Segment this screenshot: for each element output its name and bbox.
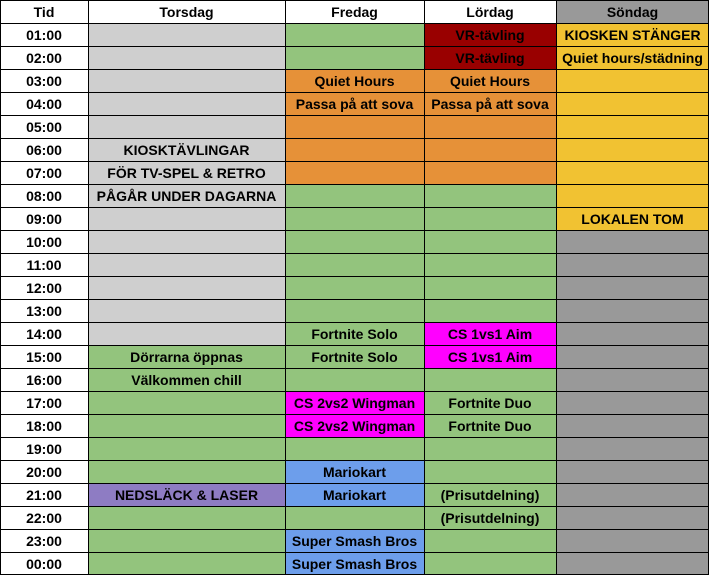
slot-lordag: [424, 138, 556, 161]
slot-sondag: [556, 23, 709, 46]
time-cell: [0, 92, 88, 115]
time-cell-text: 13:00: [26, 302, 62, 319]
time-cell: [0, 483, 88, 506]
slot-fredag: [285, 138, 424, 161]
row-divider: [0, 161, 709, 162]
slot-sondag: [556, 69, 709, 92]
time-cell: [0, 322, 88, 345]
slot-lordag: [424, 23, 556, 46]
row-divider: [0, 552, 709, 553]
slot-sondag: [556, 506, 709, 529]
row-divider: [0, 391, 709, 392]
time-cell: [0, 368, 88, 391]
slot-sondag: [556, 207, 709, 230]
slot-sondag-text: KIOSKEN STÄNGER: [564, 26, 701, 43]
row-divider: [0, 506, 709, 507]
slot-fredag: [285, 506, 424, 529]
slot-torsdag: [88, 115, 285, 138]
slot-torsdag-text: FÖR TV-SPEL & RETRO: [107, 164, 266, 181]
time-cell-text: 06:00: [26, 141, 62, 158]
row-divider: [0, 115, 709, 116]
time-cell: [0, 115, 88, 138]
header-day-lordag-text: Lördag: [466, 3, 514, 20]
column-divider: [88, 0, 89, 575]
slot-sondag: [556, 115, 709, 138]
slot-torsdag: [88, 368, 285, 391]
slot-torsdag: [88, 230, 285, 253]
row-divider: [0, 345, 709, 346]
time-cell: [0, 391, 88, 414]
slot-fredag: [285, 414, 424, 437]
time-cell: [0, 69, 88, 92]
slot-sondag: [556, 437, 709, 460]
slot-sondag: [556, 368, 709, 391]
header-day-fredag: [285, 0, 424, 23]
slot-lordag: [424, 253, 556, 276]
slot-sondag: [556, 391, 709, 414]
slot-fredag-text: Fortnite Solo: [311, 325, 398, 342]
slot-lordag: [424, 437, 556, 460]
header-time-label-text: Tid: [33, 3, 55, 20]
slot-sondag: [556, 552, 709, 575]
slot-torsdag: [88, 529, 285, 552]
time-cell-text: 10:00: [26, 233, 62, 250]
time-cell-text: 04:00: [26, 95, 62, 112]
row-divider: [0, 483, 709, 484]
slot-fredag: [285, 322, 424, 345]
slot-lordag: [424, 552, 556, 575]
time-cell: [0, 23, 88, 46]
slot-fredag: [285, 230, 424, 253]
time-cell: [0, 437, 88, 460]
slot-fredag: [285, 276, 424, 299]
time-cell-text: 07:00: [26, 164, 62, 181]
slot-lordag: [424, 184, 556, 207]
slot-torsdag-text: PÅGÅR UNDER DAGARNA: [96, 187, 277, 204]
slot-lordag: [424, 161, 556, 184]
slot-torsdag: [88, 46, 285, 69]
time-cell-text: 18:00: [26, 417, 62, 434]
slot-fredag: [285, 69, 424, 92]
slot-fredag: [285, 552, 424, 575]
slot-lordag-text: (Prisutdelning): [440, 509, 540, 526]
row-divider: [0, 414, 709, 415]
slot-sondag: [556, 414, 709, 437]
slot-fredag-text: Mariokart: [322, 486, 387, 503]
slot-torsdag-text: Välkommen chill: [131, 371, 242, 388]
slot-torsdag: [88, 69, 285, 92]
time-cell-text: 21:00: [26, 486, 62, 503]
row-divider: [0, 437, 709, 438]
slot-fredag-text: Super Smash Bros: [291, 555, 418, 572]
header-day-torsdag: [88, 0, 285, 23]
slot-lordag: [424, 345, 556, 368]
column-divider: [0, 0, 1, 575]
header-day-sondag: [556, 0, 709, 23]
slot-sondag: [556, 299, 709, 322]
slot-fredag: [285, 207, 424, 230]
slot-fredag: [285, 529, 424, 552]
slot-lordag: [424, 115, 556, 138]
row-divider: [0, 368, 709, 369]
slot-lordag-text: CS 1vs1 Aim: [447, 348, 533, 365]
row-divider: [0, 276, 709, 277]
column-divider: [556, 0, 557, 575]
slot-fredag: [285, 368, 424, 391]
time-cell-text: 09:00: [26, 210, 62, 227]
slot-fredag: [285, 92, 424, 115]
slot-lordag: [424, 368, 556, 391]
row-divider: [0, 92, 709, 93]
slot-torsdag: [88, 414, 285, 437]
slot-lordag: [424, 276, 556, 299]
time-cell-text: 12:00: [26, 279, 62, 296]
header-day-lordag: [424, 0, 556, 23]
time-cell-text: 22:00: [26, 509, 62, 526]
row-divider: [0, 529, 709, 530]
slot-fredag: [285, 46, 424, 69]
slot-lordag-text: (Prisutdelning): [440, 486, 540, 503]
slot-lordag-text: Fortnite Duo: [448, 417, 532, 434]
time-cell: [0, 276, 88, 299]
slot-lordag-text: VR-tävling: [455, 49, 525, 66]
slot-sondag-text: LOKALEN TOM: [581, 210, 684, 227]
slot-torsdag: [88, 483, 285, 506]
slot-lordag-text: Passa på att sova: [431, 95, 549, 112]
time-cell-text: 23:00: [26, 532, 62, 549]
slot-lordag: [424, 69, 556, 92]
time-cell: [0, 138, 88, 161]
slot-lordag: [424, 529, 556, 552]
time-cell-text: 20:00: [26, 463, 62, 480]
row-divider: [0, 46, 709, 47]
row-divider: [0, 23, 709, 24]
slot-sondag: [556, 253, 709, 276]
slot-torsdag: [88, 391, 285, 414]
slot-torsdag: [88, 23, 285, 46]
time-cell-text: 02:00: [26, 49, 62, 66]
header-day-fredag-text: Fredag: [331, 3, 378, 20]
time-cell: [0, 207, 88, 230]
slot-fredag-text: Quiet Hours: [314, 72, 395, 89]
slot-sondag: [556, 322, 709, 345]
header-day-torsdag-text: Torsdag: [159, 3, 214, 20]
slot-sondag-text: Quiet hours/städning: [562, 49, 703, 66]
slot-lordag: [424, 391, 556, 414]
slot-fredag: [285, 460, 424, 483]
slot-sondag: [556, 184, 709, 207]
slot-lordag-text: CS 1vs1 Aim: [447, 325, 533, 342]
slot-fredag-text: Fortnite Solo: [311, 348, 398, 365]
time-cell: [0, 506, 88, 529]
slot-sondag: [556, 529, 709, 552]
header-day-sondag-text: Söndag: [606, 3, 659, 20]
time-cell: [0, 460, 88, 483]
slot-lordag: [424, 92, 556, 115]
time-cell-text: 03:00: [26, 72, 62, 89]
slot-torsdag-text: NEDSLÄCK & LASER: [114, 486, 259, 503]
slot-fredag: [285, 345, 424, 368]
time-cell: [0, 161, 88, 184]
row-divider: [0, 0, 709, 1]
slot-fredag-text: Mariokart: [322, 463, 387, 480]
slot-torsdag: [88, 345, 285, 368]
slot-fredag: [285, 184, 424, 207]
slot-sondag: [556, 345, 709, 368]
row-divider: [0, 207, 709, 208]
slot-torsdag: [88, 92, 285, 115]
slot-lordag: [424, 230, 556, 253]
slot-torsdag: [88, 253, 285, 276]
slot-sondag: [556, 161, 709, 184]
time-cell-text: 15:00: [26, 348, 62, 365]
row-divider: [0, 69, 709, 70]
slot-torsdag: [88, 460, 285, 483]
time-cell: [0, 345, 88, 368]
slot-fredag-text: Passa på att sova: [295, 95, 414, 112]
slot-torsdag-text: KIOSKTÄVLINGAR: [123, 141, 250, 158]
slot-fredag: [285, 161, 424, 184]
slot-torsdag-text: Dörrarna öppnas: [130, 348, 243, 365]
time-cell-text: 01:00: [26, 26, 62, 43]
slot-lordag: [424, 46, 556, 69]
slot-sondag: [556, 92, 709, 115]
time-cell: [0, 529, 88, 552]
slot-lordag-text: Quiet Hours: [449, 72, 531, 89]
time-cell-text: 17:00: [26, 394, 62, 411]
column-divider: [424, 0, 425, 575]
slot-fredag: [285, 483, 424, 506]
time-cell: [0, 552, 88, 575]
header-time-label: [0, 0, 88, 23]
slot-lordag: [424, 322, 556, 345]
slot-lordag-text: VR-tävling: [455, 26, 525, 43]
slot-sondag: [556, 460, 709, 483]
slot-torsdag: [88, 506, 285, 529]
row-divider: [0, 253, 709, 254]
slot-fredag: [285, 115, 424, 138]
slot-torsdag: [88, 276, 285, 299]
slot-fredag-text: Super Smash Bros: [291, 532, 418, 549]
row-divider: [0, 138, 709, 139]
slot-torsdag: [88, 184, 285, 207]
slot-lordag: [424, 506, 556, 529]
time-cell-text: 05:00: [26, 118, 62, 135]
slot-fredag-text: CS 2vs2 Wingman: [293, 417, 416, 434]
row-divider: [0, 230, 709, 231]
slot-lordag-text: Fortnite Duo: [448, 394, 532, 411]
time-cell: [0, 414, 88, 437]
row-divider: [0, 574, 709, 575]
slot-lordag: [424, 299, 556, 322]
time-cell-text: 16:00: [26, 371, 62, 388]
slot-lordag: [424, 460, 556, 483]
time-cell: [0, 230, 88, 253]
slot-fredag: [285, 391, 424, 414]
time-cell-text: 14:00: [26, 325, 62, 342]
time-cell-text: 00:00: [26, 555, 62, 572]
slot-fredag-text: CS 2vs2 Wingman: [293, 394, 416, 411]
slot-fredag: [285, 23, 424, 46]
slot-fredag: [285, 437, 424, 460]
column-divider: [285, 0, 286, 575]
row-divider: [0, 299, 709, 300]
slot-lordag: [424, 414, 556, 437]
slot-fredag: [285, 299, 424, 322]
slot-torsdag: [88, 138, 285, 161]
slot-torsdag: [88, 552, 285, 575]
time-cell: [0, 299, 88, 322]
slot-torsdag: [88, 299, 285, 322]
slot-fredag: [285, 253, 424, 276]
slot-sondag: [556, 483, 709, 506]
slot-sondag: [556, 276, 709, 299]
slot-sondag: [556, 230, 709, 253]
slot-lordag: [424, 483, 556, 506]
row-divider: [0, 322, 709, 323]
time-cell: [0, 46, 88, 69]
slot-torsdag: [88, 207, 285, 230]
slot-torsdag: [88, 437, 285, 460]
slot-lordag: [424, 207, 556, 230]
time-cell-text: 11:00: [26, 256, 62, 273]
slot-torsdag: [88, 161, 285, 184]
time-cell: [0, 253, 88, 276]
row-divider: [0, 184, 709, 185]
time-cell-text: 19:00: [26, 440, 62, 457]
row-divider: [0, 460, 709, 461]
time-cell-text: 08:00: [26, 187, 62, 204]
slot-sondag: [556, 46, 709, 69]
slot-sondag: [556, 138, 709, 161]
slot-torsdag: [88, 322, 285, 345]
time-cell: [0, 184, 88, 207]
